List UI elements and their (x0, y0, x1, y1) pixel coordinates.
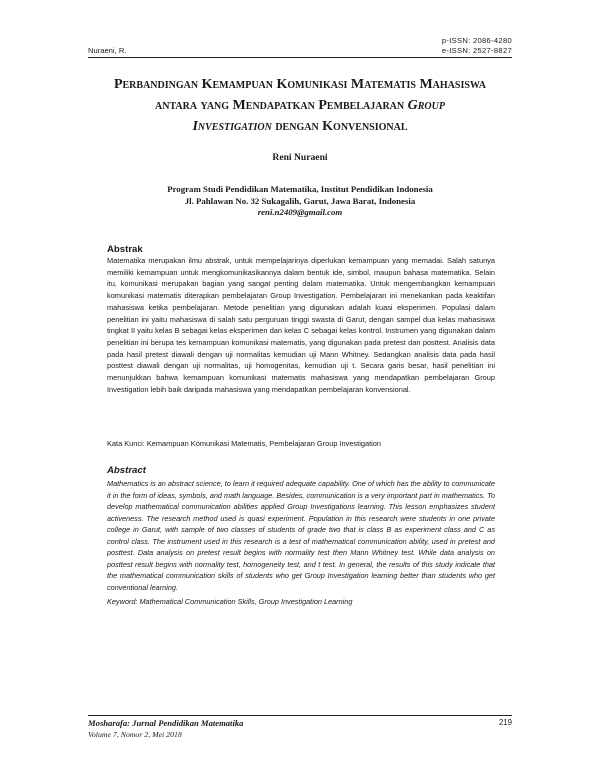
abstrak-keywords: Kata Kunci: Kemampuan Komunikasi Matematis, Pembelajaran Group Investigation (107, 439, 382, 448)
journal-volume: Volume 7, Nomor 2, Mei 2018 (88, 730, 182, 739)
e-issn: e-ISSN: 2527-8827 (441, 46, 512, 55)
abstrak-heading: Abstrak (107, 244, 143, 255)
footer-rule (88, 715, 512, 716)
affiliation-block (0, 184, 600, 219)
abstract-body: Mathematics is an abstract science, to learn it required adequate capability. One of which has the ability to communicate it in the form of ideas, symbols, and math language. Besides, communication is a very important part in mathematics. To develop mathematical communication abilities applied Group Investigations learning. This lesson emphasizes student activeness. The research method used is quasi experiment. Population in this research were students in one private college in Garut, with sample of two classes of students of grade two that is class B as experiment class and C as control class. The instrument used in this research is a test of mathematical communication ability, used in pretest and posttest. Data analysis on pretest result begins with normality test then Mann Whitney test. While data analysis on posttest result begins with normality test, homogeneity test, and t test. In general, the results of this study indicate that the mathematical communication skills of students who get Group Investigation learning better than students who get conventional learning. (107, 479, 495, 592)
email: reni.n2409@gmail.com (257, 207, 343, 218)
page-number: 219 (498, 718, 512, 727)
affiliation: Program Studi Pendidikan Matematika, Institut Pendidikan Indonesia (167, 184, 433, 194)
abstrak-body: Matematika merupakan ilmu abstrak, untuk mempelajarinya diperlukan kemampuan yang memadai. Salah satunya memiliki kemampuan untuk mengkomunikasikannya dalam bentuk ide, simbol, maupun bahasa matematika. Selain itu, komunikasi merupakan bagian yang sangat penting dalam matematika. Untuk mengembangkan kemampuan komunikasi matematis diterapkan pembelajaran Group Investigation. Pembelajaran ini menekankan pada keaktifan mahasiswa ketika pembelajaran. Metode penelitian yang digunakan adalah kuasi eksperimen. Populasi dalam penelitian ini yaitu mahasiswa di salah satu perguruan tinggi swasta di Garut, dengan sampel dua kelas mahasiswa tingkat II yaitu kelas B sebagai kelas eksperimen dan kelas C sebagai kelas kontrol. Instrumen yang digunakan dalam penelitian ini berupa tes kemampuan komunikasi matematis, yang digunakan pada pretest dan posttest. Analisis data pada hasil pretest diawali dengan uji normalitas kemudian uji Mann Whitney. Sedangkan analisis data pada hasil posttest diawali dengan uji normalitas, uji homogenitas, kemudian uji t. Secara garis besar, hasil penelitian ini menunjukkan bahwa kemampuan komunikasi matematis mahasiswa yang mendapatkan pembelajaran Group Investigation lebih baik daripada mahasiswa yang mendapatkan pembelajaran konvensional. (107, 256, 495, 394)
title-line-2-italic: Group (407, 98, 445, 113)
running-author: Nuraeni, R. (88, 46, 127, 55)
title-line-3: dengan Konvensional (271, 119, 408, 134)
abstract-heading: Abstract (107, 465, 146, 476)
title-line-2: antara yang Mendapatkan Pembelajaran (155, 98, 408, 113)
author-name: Reni Nuraeni (272, 152, 328, 163)
header-rule (88, 57, 512, 58)
paper-title (80, 74, 520, 137)
journal-name: Mosharafa: Jurnal Pendidikan Matematika (88, 718, 244, 728)
title-line-1: Perbandingan Kemampuan Komunikasi Matematis Mahasiswa (113, 77, 487, 92)
p-issn: p-ISSN: 2086-4280 (441, 36, 512, 45)
issn-block (442, 36, 512, 56)
title-line-3-italic: Investigation (192, 119, 272, 134)
abstract-keywords: Keyword: Mathematical Communication Skills, Group Investigation Learning (107, 597, 353, 606)
address: Jl. Pahlawan No. 32 Sukagalih, Garut, Jawa Barat, Indonesia (184, 195, 416, 206)
